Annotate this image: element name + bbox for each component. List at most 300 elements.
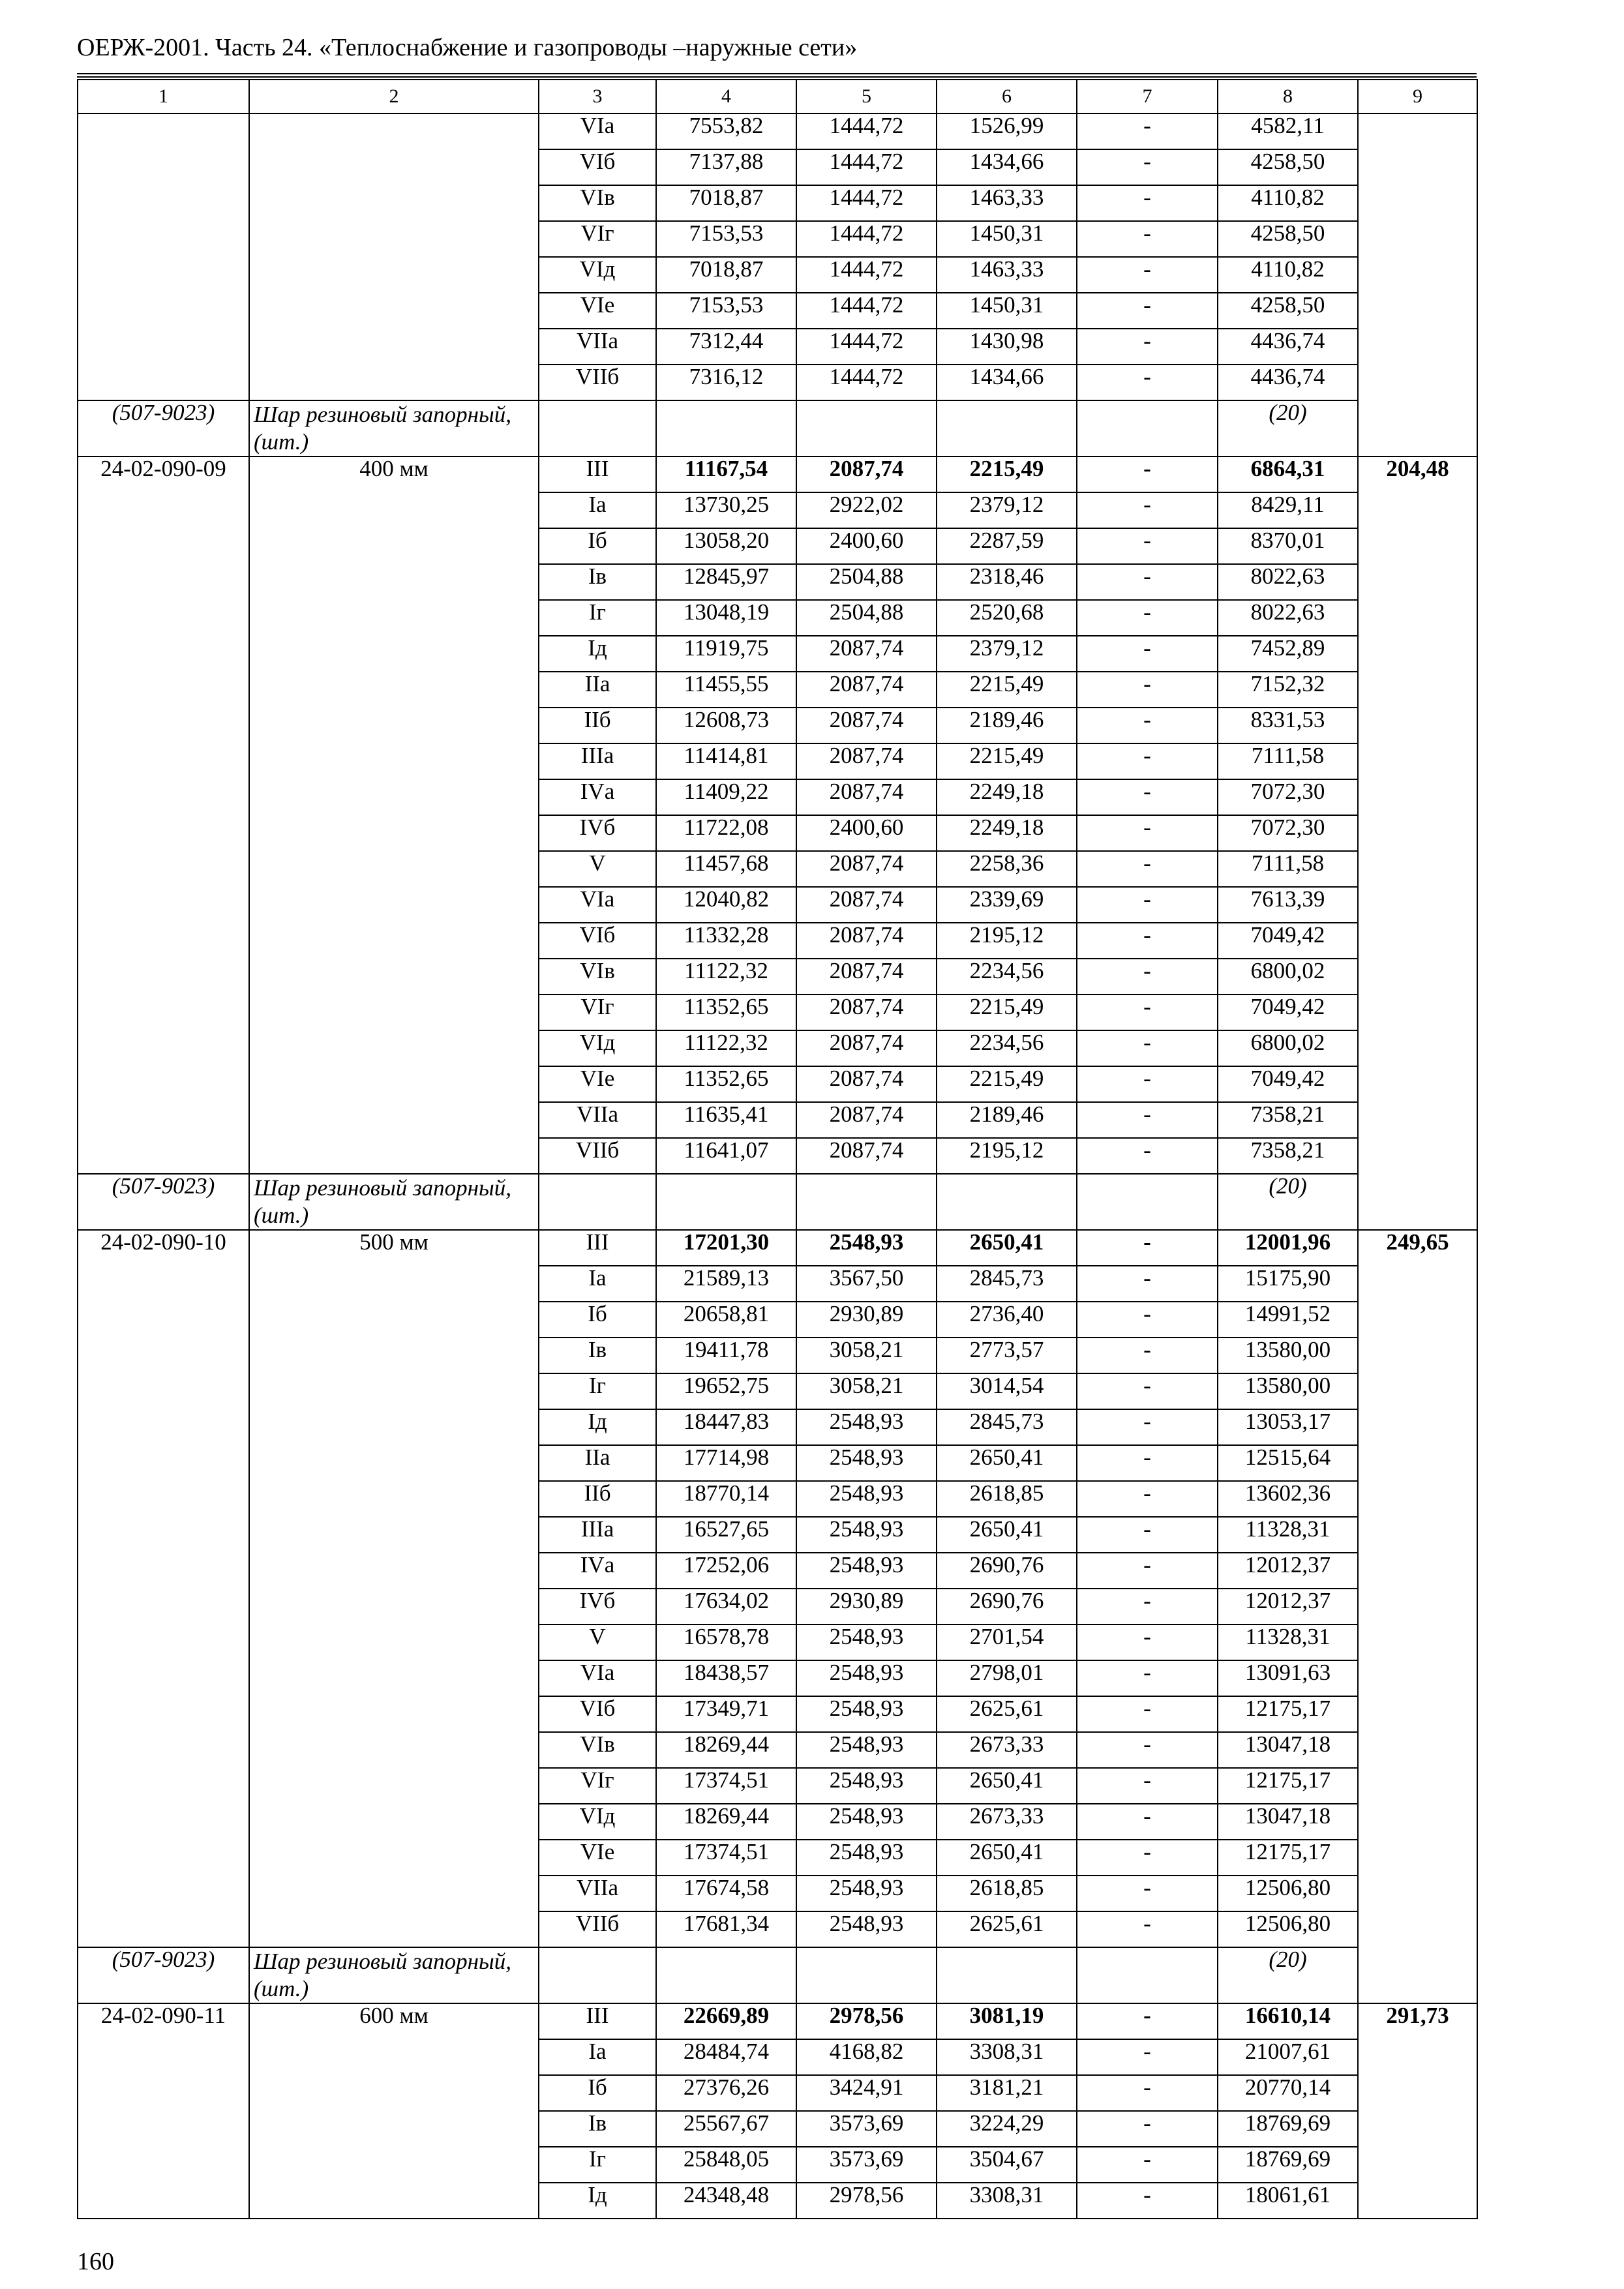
- column-number: 2: [249, 80, 539, 113]
- cell-c5: 1444,72: [796, 365, 937, 400]
- cell-c6: 2520,68: [937, 600, 1077, 636]
- cell-c5: 2548,93: [796, 1481, 937, 1517]
- cell-c5: 2087,74: [796, 1138, 937, 1174]
- cell-c4: 17714,98: [656, 1445, 796, 1481]
- cell-c7: -: [1077, 2003, 1218, 2039]
- cell-c6: 2773,57: [937, 1338, 1077, 1373]
- cell-c3: VIв: [539, 959, 656, 995]
- cell-c3: VIб: [539, 923, 656, 959]
- cell-c8: 8022,63: [1218, 600, 1358, 636]
- cell-c3: IIIа: [539, 1517, 656, 1553]
- cell-c8: 12506,80: [1218, 1876, 1358, 1911]
- cell-c6: 2618,85: [937, 1481, 1077, 1517]
- cell-c4: 11409,22: [656, 779, 796, 815]
- cell-c6: 2215,49: [937, 456, 1077, 492]
- rate-name: 600 мм: [249, 2003, 539, 2219]
- cell-c7: -: [1077, 2075, 1218, 2111]
- cell-c3: Iд: [539, 1409, 656, 1445]
- cell-c4: 25848,05: [656, 2147, 796, 2183]
- cell-c4: 18447,83: [656, 1409, 796, 1445]
- cell-c6: 3014,54: [937, 1373, 1077, 1409]
- column-number-row: [78, 80, 1477, 113]
- cell-c5: 2548,93: [796, 1696, 937, 1732]
- cell-c4: 27376,26: [656, 2075, 796, 2111]
- column-number: 5: [796, 80, 937, 113]
- cell-c4: 11122,32: [656, 959, 796, 995]
- cell-c7: -: [1077, 959, 1218, 995]
- cell-c8: 7049,42: [1218, 995, 1358, 1030]
- cell-c4: 11352,65: [656, 1066, 796, 1102]
- cell-c4: 11122,32: [656, 1030, 796, 1066]
- cell-c7: -: [1077, 456, 1218, 492]
- cell-c3: III: [539, 456, 656, 492]
- cell-c7: -: [1077, 887, 1218, 923]
- cell-c7: -: [1077, 528, 1218, 564]
- cell-c8: 13047,18: [1218, 1732, 1358, 1768]
- cell-c5: 2087,74: [796, 1030, 937, 1066]
- cell-c3: IVа: [539, 779, 656, 815]
- cell-c4: 17374,51: [656, 1768, 796, 1804]
- cell-c6: 2650,41: [937, 1768, 1077, 1804]
- cell-c3: VIг: [539, 995, 656, 1030]
- cell-c8: 15175,90: [1218, 1266, 1358, 1302]
- cell-c3: IVб: [539, 1589, 656, 1624]
- cell-c3: Iб: [539, 528, 656, 564]
- cell-c7: -: [1077, 1102, 1218, 1138]
- cell-c6: 3504,67: [937, 2147, 1077, 2183]
- cell-c5: 3573,69: [796, 2147, 937, 2183]
- cell-c8: 12175,17: [1218, 1840, 1358, 1876]
- cell-c4: 19411,78: [656, 1338, 796, 1373]
- cell-c6: 2189,46: [937, 708, 1077, 743]
- cell-c6: 2798,01: [937, 1660, 1077, 1696]
- cell-c5: 3573,69: [796, 2111, 937, 2147]
- cell-c4: 7316,12: [656, 365, 796, 400]
- note-quantity: (20): [1218, 1174, 1358, 1230]
- cell-c3: VIе: [539, 293, 656, 329]
- cell-c5: 2087,74: [796, 1066, 937, 1102]
- cell-c8: 4110,82: [1218, 185, 1358, 221]
- cell-c8: 4436,74: [1218, 365, 1358, 400]
- cell-c7: -: [1077, 257, 1218, 293]
- empty-cell: [796, 1174, 937, 1230]
- cell-c4: 11414,81: [656, 743, 796, 779]
- empty-cell: [1077, 1947, 1218, 2003]
- cell-c7: -: [1077, 185, 1218, 221]
- cell-c8: 6800,02: [1218, 1030, 1358, 1066]
- cell-c4: 13058,20: [656, 528, 796, 564]
- cell-c4: 17634,02: [656, 1589, 796, 1624]
- cell-c5: 2087,74: [796, 887, 937, 923]
- cell-c5: 1444,72: [796, 257, 937, 293]
- cell-c5: 2548,93: [796, 1409, 937, 1445]
- cell-c7: -: [1077, 1481, 1218, 1517]
- cell-c6: 2234,56: [937, 1030, 1077, 1066]
- cell-c3: IVа: [539, 1553, 656, 1589]
- cell-c8: 8370,01: [1218, 528, 1358, 564]
- cell-c8: 13602,36: [1218, 1481, 1358, 1517]
- cell-c7: -: [1077, 1030, 1218, 1066]
- cell-c7: -: [1077, 995, 1218, 1030]
- cell-c8: 8022,63: [1218, 564, 1358, 600]
- column-number: 7: [1077, 80, 1218, 113]
- cell-c8: 4258,50: [1218, 293, 1358, 329]
- cell-c8: 6864,31: [1218, 456, 1358, 492]
- cell-c4: 18438,57: [656, 1660, 796, 1696]
- cell-c7: -: [1077, 2147, 1218, 2183]
- cell-c7: -: [1077, 221, 1218, 257]
- column-number: 8: [1218, 80, 1358, 113]
- cell-c8: 13580,00: [1218, 1373, 1358, 1409]
- cell-c6: 2215,49: [937, 995, 1077, 1030]
- cell-c5: 2504,88: [796, 564, 937, 600]
- cell-c8: 7358,21: [1218, 1138, 1358, 1174]
- cell-c7: -: [1077, 1696, 1218, 1732]
- cell-c6: 2845,73: [937, 1409, 1077, 1445]
- cell-c3: Iг: [539, 2147, 656, 2183]
- cell-c4: 11457,68: [656, 851, 796, 887]
- cell-c5: 2978,56: [796, 2003, 937, 2039]
- cell-c7: -: [1077, 1553, 1218, 1589]
- cell-c8: 13580,00: [1218, 1338, 1358, 1373]
- cell-c3: VIв: [539, 185, 656, 221]
- cell-c6: 3181,21: [937, 2075, 1077, 2111]
- cell-c6: 2339,69: [937, 887, 1077, 923]
- empty-cell: [656, 1174, 796, 1230]
- col9-value: 249,65: [1358, 1230, 1477, 2003]
- cell-c3: VIIб: [539, 1911, 656, 1947]
- cell-c4: 11352,65: [656, 995, 796, 1030]
- cell-c5: 2087,74: [796, 851, 937, 887]
- rate-code: 24-02-090-09: [78, 456, 249, 1174]
- cell-c3: VIIб: [539, 365, 656, 400]
- table-row: [78, 113, 1477, 149]
- cell-c5: 1444,72: [796, 329, 937, 365]
- cell-c8: 6800,02: [1218, 959, 1358, 995]
- cell-c4: 24348,48: [656, 2183, 796, 2219]
- cell-c8: 13047,18: [1218, 1804, 1358, 1840]
- col9-value: [1358, 113, 1477, 456]
- cell-c7: -: [1077, 113, 1218, 149]
- cell-c4: 11919,75: [656, 636, 796, 672]
- cell-c3: Iб: [539, 2075, 656, 2111]
- cell-c7: -: [1077, 1138, 1218, 1174]
- note-quantity: (20): [1218, 400, 1358, 456]
- cell-c6: 2258,36: [937, 851, 1077, 887]
- cell-c5: 2504,88: [796, 600, 937, 636]
- cell-c3: IIа: [539, 1445, 656, 1481]
- note-row: [78, 1947, 1477, 2003]
- empty-cell: [539, 400, 656, 456]
- rate-name: 500 мм: [249, 1230, 539, 1947]
- cell-c6: 2195,12: [937, 923, 1077, 959]
- cell-c4: 7153,53: [656, 293, 796, 329]
- cell-c7: -: [1077, 1230, 1218, 1266]
- cell-c8: 7049,42: [1218, 1066, 1358, 1102]
- empty-cell: [539, 1947, 656, 2003]
- cell-c8: 7152,32: [1218, 672, 1358, 708]
- cell-c5: 2087,74: [796, 995, 937, 1030]
- cell-c7: -: [1077, 1804, 1218, 1840]
- cell-c8: 7358,21: [1218, 1102, 1358, 1138]
- cell-c5: 2548,93: [796, 1840, 937, 1876]
- cell-c5: 1444,72: [796, 149, 937, 185]
- cell-c6: 2215,49: [937, 672, 1077, 708]
- cell-c6: 1463,33: [937, 257, 1077, 293]
- cell-c4: 17681,34: [656, 1911, 796, 1947]
- rate-name: [249, 113, 539, 400]
- cell-c6: 2625,61: [937, 1911, 1077, 1947]
- cell-c3: IIб: [539, 708, 656, 743]
- cell-c4: 13048,19: [656, 600, 796, 636]
- cell-c7: -: [1077, 149, 1218, 185]
- rate-name: 400 мм: [249, 456, 539, 1174]
- cell-c5: 2978,56: [796, 2183, 937, 2219]
- cell-c6: 2379,12: [937, 636, 1077, 672]
- cell-c6: 1450,31: [937, 221, 1077, 257]
- cell-c4: 18269,44: [656, 1732, 796, 1768]
- col9-value: 204,48: [1358, 456, 1477, 1230]
- cell-c6: 2287,59: [937, 528, 1077, 564]
- cell-c7: -: [1077, 1373, 1218, 1409]
- cell-c5: 2400,60: [796, 528, 937, 564]
- column-number: 6: [937, 80, 1077, 113]
- cell-c4: 20658,81: [656, 1302, 796, 1338]
- cell-c7: -: [1077, 1624, 1218, 1660]
- cell-c5: 1444,72: [796, 221, 937, 257]
- cell-c4: 12608,73: [656, 708, 796, 743]
- cell-c6: 2249,18: [937, 779, 1077, 815]
- rates-table: [77, 79, 1478, 2219]
- cell-c3: IIб: [539, 1481, 656, 1517]
- cell-c7: -: [1077, 851, 1218, 887]
- cell-c6: 2690,76: [937, 1553, 1077, 1589]
- cell-c3: VIIб: [539, 1138, 656, 1174]
- note-quantity: (20): [1218, 1947, 1358, 2003]
- cell-c7: -: [1077, 564, 1218, 600]
- cell-c6: 2650,41: [937, 1230, 1077, 1266]
- cell-c5: 2087,74: [796, 923, 937, 959]
- cell-c7: -: [1077, 1517, 1218, 1553]
- cell-c5: 4168,82: [796, 2039, 937, 2075]
- cell-c6: 3308,31: [937, 2039, 1077, 2075]
- cell-c4: 7553,82: [656, 113, 796, 149]
- cell-c8: 13091,63: [1218, 1660, 1358, 1696]
- cell-c4: 18269,44: [656, 1804, 796, 1840]
- cell-c4: 11167,54: [656, 456, 796, 492]
- cell-c5: 2548,93: [796, 1517, 937, 1553]
- cell-c8: 7111,58: [1218, 851, 1358, 887]
- cell-c3: VIIа: [539, 1876, 656, 1911]
- cell-c7: -: [1077, 365, 1218, 400]
- cell-c4: 22669,89: [656, 2003, 796, 2039]
- cell-c7: -: [1077, 1660, 1218, 1696]
- cell-c3: Iа: [539, 492, 656, 528]
- cell-c4: 7018,87: [656, 185, 796, 221]
- cell-c4: 25567,67: [656, 2111, 796, 2147]
- cell-c8: 11328,31: [1218, 1517, 1358, 1553]
- cell-c8: 11328,31: [1218, 1624, 1358, 1660]
- cell-c3: VIд: [539, 1030, 656, 1066]
- cell-c8: 20770,14: [1218, 2075, 1358, 2111]
- cell-c8: 7452,89: [1218, 636, 1358, 672]
- cell-c7: -: [1077, 708, 1218, 743]
- cell-c8: 18769,69: [1218, 2111, 1358, 2147]
- cell-c4: 28484,74: [656, 2039, 796, 2075]
- cell-c5: 2087,74: [796, 959, 937, 995]
- cell-c3: IVб: [539, 815, 656, 851]
- note-name-cell: [249, 1947, 539, 2003]
- cell-c8: 18061,61: [1218, 2183, 1358, 2219]
- cell-c8: 21007,61: [1218, 2039, 1358, 2075]
- cell-c8: 13053,17: [1218, 1409, 1358, 1445]
- cell-c3: VIIа: [539, 329, 656, 365]
- cell-c3: VIа: [539, 1660, 656, 1696]
- cell-c3: Iв: [539, 1338, 656, 1373]
- cell-c5: 2087,74: [796, 779, 937, 815]
- cell-c3: Iг: [539, 600, 656, 636]
- cell-c7: -: [1077, 329, 1218, 365]
- cell-c3: IIIа: [539, 743, 656, 779]
- cell-c8: 12175,17: [1218, 1768, 1358, 1804]
- empty-cell: [656, 1947, 796, 2003]
- cell-c5: 2548,93: [796, 1660, 937, 1696]
- cell-c3: VIд: [539, 257, 656, 293]
- cell-c6: 3308,31: [937, 2183, 1077, 2219]
- cell-c5: 2087,74: [796, 708, 937, 743]
- cell-c3: Iб: [539, 1302, 656, 1338]
- cell-c3: VIб: [539, 1696, 656, 1732]
- cell-c7: -: [1077, 2111, 1218, 2147]
- page-number: 160: [77, 2248, 114, 2275]
- cell-c4: 12040,82: [656, 887, 796, 923]
- cell-c4: 18770,14: [656, 1481, 796, 1517]
- empty-cell: [796, 1947, 937, 2003]
- cell-c3: VIе: [539, 1066, 656, 1102]
- cell-c3: VIе: [539, 1840, 656, 1876]
- cell-c6: 2215,49: [937, 1066, 1077, 1102]
- cell-c6: 2215,49: [937, 743, 1077, 779]
- cell-c6: 2650,41: [937, 1840, 1077, 1876]
- cell-c7: -: [1077, 293, 1218, 329]
- cell-c3: VIIа: [539, 1102, 656, 1138]
- cell-c6: 2673,33: [937, 1732, 1077, 1768]
- cell-c4: 13730,25: [656, 492, 796, 528]
- cell-c3: VIд: [539, 1804, 656, 1840]
- cell-c3: III: [539, 2003, 656, 2039]
- cell-c5: 1444,72: [796, 113, 937, 149]
- cell-c5: 3058,21: [796, 1373, 937, 1409]
- cell-c4: 17252,06: [656, 1553, 796, 1589]
- note-name: Шар резиновый запорный, (шт.): [254, 1949, 511, 2001]
- cell-c7: -: [1077, 815, 1218, 851]
- cell-c7: -: [1077, 1589, 1218, 1624]
- cell-c5: 1444,72: [796, 293, 937, 329]
- cell-c4: 7153,53: [656, 221, 796, 257]
- cell-c8: 12506,80: [1218, 1911, 1358, 1947]
- cell-c7: -: [1077, 1911, 1218, 1947]
- cell-c5: 3424,91: [796, 2075, 937, 2111]
- cell-c3: V: [539, 1624, 656, 1660]
- cell-c4: 21589,13: [656, 1266, 796, 1302]
- cell-c5: 2548,93: [796, 1804, 937, 1840]
- cell-c4: 17674,58: [656, 1876, 796, 1911]
- cell-c3: VIг: [539, 221, 656, 257]
- cell-c3: VIг: [539, 1768, 656, 1804]
- cell-c6: 2690,76: [937, 1589, 1077, 1624]
- cell-c6: 2249,18: [937, 815, 1077, 851]
- note-code: (507-9023): [78, 1947, 249, 2003]
- cell-c8: 12012,37: [1218, 1553, 1358, 1589]
- column-number: 3: [539, 80, 656, 113]
- note-row: [78, 1174, 1477, 1230]
- cell-c5: 2548,93: [796, 1445, 937, 1481]
- cell-c7: -: [1077, 923, 1218, 959]
- cell-c7: -: [1077, 2039, 1218, 2075]
- cell-c7: -: [1077, 779, 1218, 815]
- cell-c5: 2922,02: [796, 492, 937, 528]
- cell-c6: 2318,46: [937, 564, 1077, 600]
- rate-code: 24-02-090-10: [78, 1230, 249, 1947]
- cell-c7: -: [1077, 1732, 1218, 1768]
- cell-c7: -: [1077, 1876, 1218, 1911]
- note-name-cell: [249, 1174, 539, 1230]
- cell-c3: III: [539, 1230, 656, 1266]
- cell-c5: 2548,93: [796, 1624, 937, 1660]
- cell-c4: 11641,07: [656, 1138, 796, 1174]
- cell-c8: 7613,39: [1218, 887, 1358, 923]
- cell-c8: 4258,50: [1218, 221, 1358, 257]
- cell-c8: 7049,42: [1218, 923, 1358, 959]
- col9-value: 291,73: [1358, 2003, 1477, 2219]
- cell-c7: -: [1077, 1338, 1218, 1373]
- table-row: [78, 1230, 1477, 1266]
- cell-c6: 1463,33: [937, 185, 1077, 221]
- cell-c7: -: [1077, 1409, 1218, 1445]
- cell-c5: 2930,89: [796, 1302, 937, 1338]
- cell-c5: 2548,93: [796, 1732, 937, 1768]
- header-rule: [77, 73, 1477, 74]
- cell-c4: 19652,75: [656, 1373, 796, 1409]
- cell-c8: 4436,74: [1218, 329, 1358, 365]
- cell-c3: Iд: [539, 636, 656, 672]
- rate-code: 24-02-090-11: [78, 2003, 249, 2219]
- cell-c5: 2087,74: [796, 1102, 937, 1138]
- cell-c6: 1434,66: [937, 365, 1077, 400]
- cell-c8: 4258,50: [1218, 149, 1358, 185]
- cell-c5: 2930,89: [796, 1589, 937, 1624]
- cell-c6: 2189,46: [937, 1102, 1077, 1138]
- cell-c6: 2736,40: [937, 1302, 1077, 1338]
- cell-c5: 2087,74: [796, 636, 937, 672]
- cell-c4: 11722,08: [656, 815, 796, 851]
- cell-c4: 7137,88: [656, 149, 796, 185]
- cell-c3: V: [539, 851, 656, 887]
- empty-cell: [796, 400, 937, 456]
- cell-c8: 18769,69: [1218, 2147, 1358, 2183]
- cell-c4: 16527,65: [656, 1517, 796, 1553]
- cell-c7: -: [1077, 636, 1218, 672]
- column-number: 1: [78, 80, 249, 113]
- header-rule-double: [77, 76, 1477, 78]
- table-row: [78, 456, 1477, 492]
- cell-c8: 7072,30: [1218, 815, 1358, 851]
- cell-c6: 1526,99: [937, 113, 1077, 149]
- cell-c3: VIа: [539, 887, 656, 923]
- cell-c6: 2195,12: [937, 1138, 1077, 1174]
- cell-c3: Iв: [539, 564, 656, 600]
- cell-c8: 12175,17: [1218, 1696, 1358, 1732]
